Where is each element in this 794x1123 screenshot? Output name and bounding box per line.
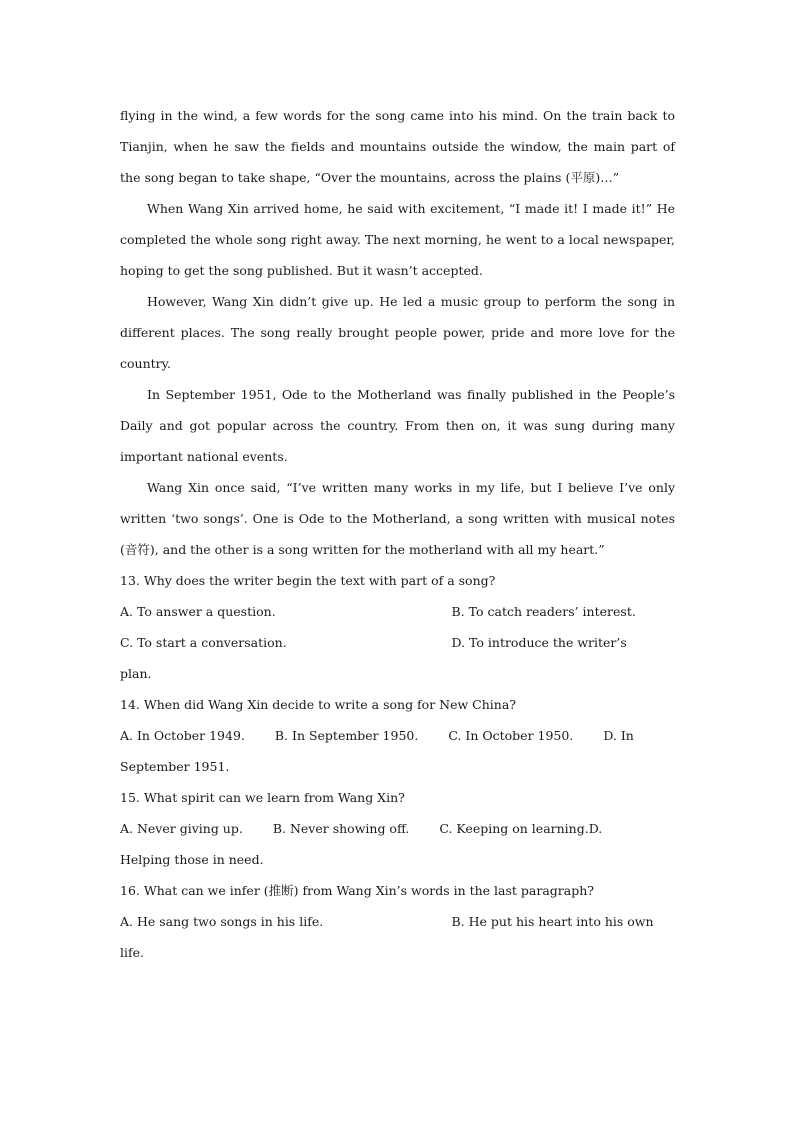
question-15-options [120,813,675,875]
question-14-option-d: D. In [603,728,634,743]
question-15-option-c: C. Keeping on learning.D. [439,821,603,836]
question-15-stem: 15. What spirit can we learn from Wang Xin? [120,790,405,805]
question-14-option-b: B. In September 1950. [274,728,419,743]
question-16-option-b: B. He put his heart into his own [451,914,654,929]
passage-paragraph-4: In September 1951, Ode to the Motherland was finally published in the People’s Daily and got popular across the country. From then on, it was sung during many important national events. [120,387,675,464]
question-14-options [120,720,675,782]
passage-paragraph-1: flying in the wind, a few words for the song came into his mind. On the train back to Tianjin, when he saw the fields and mountains outside the window, the main part of the song began to take shape, “Over the mountains, across the plains (平原)…” [120,108,675,185]
question-16-stem: 16. What can we infer (推断) from Wang Xin’s words in the last paragraph? [120,883,594,898]
question-16-option-a: A. He sang two songs in his life. [120,914,324,929]
question-13-option-d: D. To introduce the writer’s [451,635,627,650]
question-15-option-b: B. Never showing off. [272,821,410,836]
question-14-stem: 14. When did Wang Xin decide to write a song for New China? [120,697,516,712]
question-15-option-d-continued: Helping those in need. [120,852,264,867]
question-13-option-b: B. To catch readers’ interest. [451,604,636,619]
question-14-option-c: C. In October 1950. [448,728,574,743]
question-14-option-d-continued: September 1951. [120,759,230,774]
question-13-stem: 13. Why does the writer begin the text with part of a song? [120,573,496,588]
question-13-option-a: A. To answer a question. [120,604,276,619]
question-13-option-c: C. To start a conversation. [120,635,287,650]
question-16-options [120,906,675,968]
passage-paragraph-3: However, Wang Xin didn’t give up. He led a music group to perform the song in different places. The song really brought people power, pride and more love for the country. [120,294,675,371]
passage-paragraph-2: When Wang Xin arrived home, he said with excitement, “I made it! I made it!” He completed the whole song right away. The next morning, he went to a local newspaper, hoping to get the song published. But it wasn’t accepted. [120,201,675,278]
document-page [120,100,675,968]
question-14-option-a: A. In October 1949. [120,728,245,743]
question-13-options [120,596,675,689]
question-16-option-b-continued: life. [120,945,144,960]
question-13-option-d-continued: plan. [120,666,152,681]
question-15-option-a: A. Never giving up. [120,821,243,836]
passage-paragraph-5: Wang Xin once said, “I’ve written many works in my life, but I believe I’ve only written ‘two songs’. One is Ode to the Motherland, a song written with musical notes (音符), and the other is a song written for the motherland with all my heart.” [120,480,675,557]
